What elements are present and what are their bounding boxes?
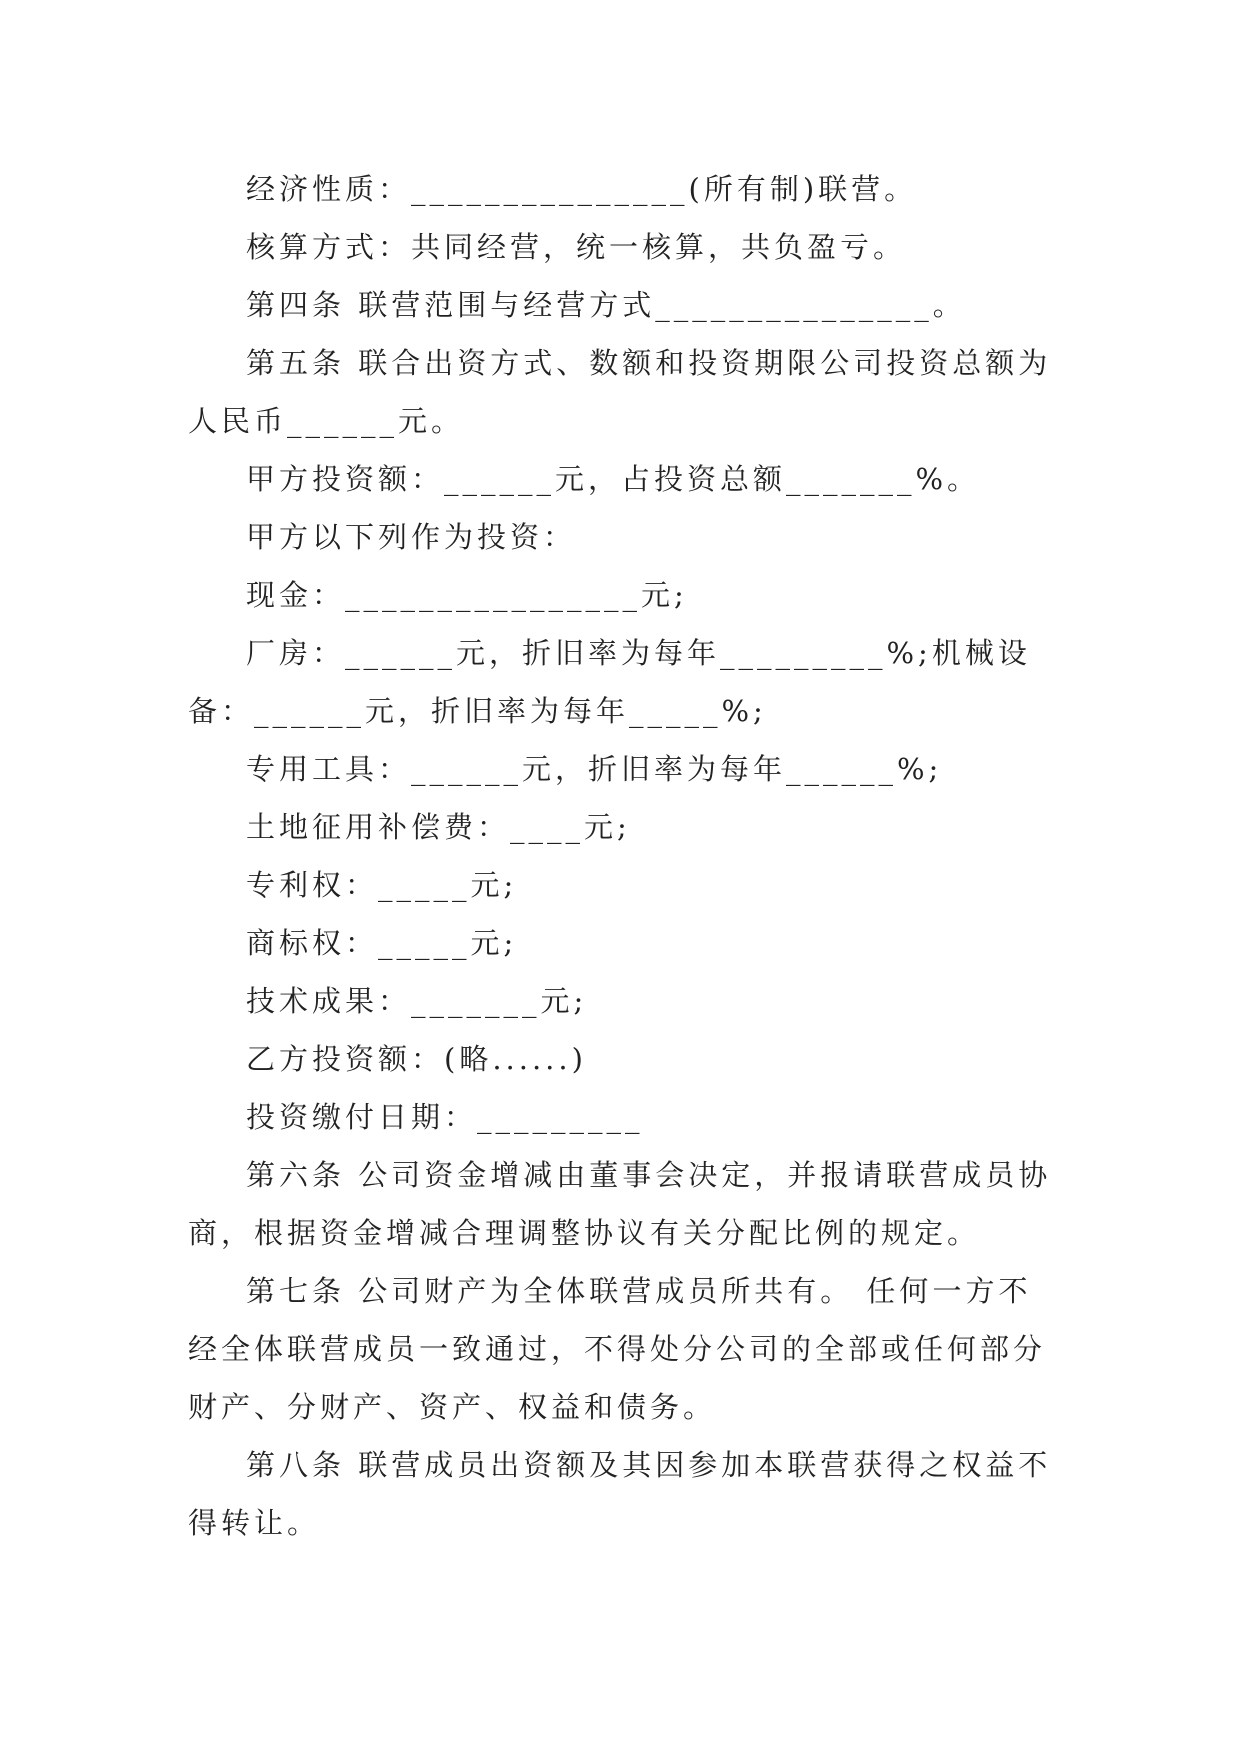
paragraph-article-8: 第八条 联营成员出资额及其因参加本联营获得之权益不得转让。 — [188, 1448, 1052, 1540]
paragraph-cash: 现金：________________元; — [246, 578, 688, 612]
paragraph-plant-equipment: 厂房：______元，折旧率为每年_________%;机械设备：______元，折旧率为每年_____%; — [188, 636, 1031, 728]
document-body — [188, 160, 1053, 1552]
paragraph-land-compensation: 土地征用补偿费：____元; — [246, 810, 631, 844]
paragraph-patent: 专利权：_____元; — [246, 868, 518, 902]
paragraph-party-a-items: 甲方以下列作为投资： — [246, 520, 577, 554]
paragraph-special-tools: 专用工具：______元，折旧率为每年______%; — [246, 752, 943, 786]
paragraph-party-a-investment: 甲方投资额：______元，占投资总额_______%。 — [246, 462, 981, 496]
paragraph-technology: 技术成果：_______元; — [246, 984, 588, 1018]
paragraph-article-7: 第七条 公司财产为全体联营成员所共有。 任何一方不经全体联营成员一致通过，不得处分公司的全部或任何部分财产、分财产、资产、权益和债务。 — [188, 1274, 1047, 1424]
paragraph-accounting-method: 核算方式：共同经营，统一核算，共负盈亏。 — [246, 230, 907, 264]
paragraph-article-4: 第四条 联营范围与经营方式_______________。 — [246, 288, 966, 322]
paragraph-article-5: 第五条 联合出资方式、数额和投资期限公司投资总额为人民币______元。 — [188, 346, 1052, 438]
paragraph-payment-date: 投资缴付日期：_________ — [246, 1100, 644, 1134]
paragraph-article-6: 第六条 公司资金增减由董事会决定，并报请联营成员协商，根据资金增减合理调整协议有关分配比例的规定。 — [188, 1158, 1052, 1250]
paragraph-trademark: 商标权：_____元; — [246, 926, 518, 960]
paragraph-economic-nature: 经济性质：_______________(所有制)联营。 — [246, 172, 918, 206]
paragraph-party-b-investment: 乙方投资额：(略......) — [246, 1042, 587, 1076]
